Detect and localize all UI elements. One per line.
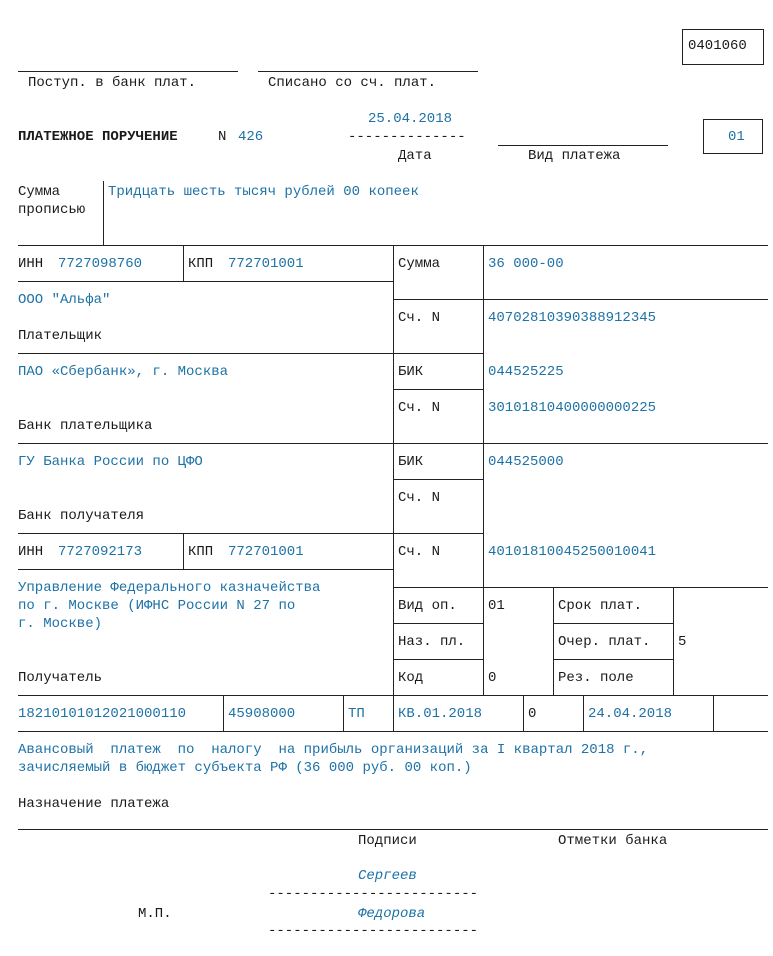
recipient-inn-row-line [18, 569, 393, 570]
recipient-bank-row-line [18, 533, 483, 534]
recipient-bank-bik-line [393, 479, 483, 480]
budget-period: КВ.01.2018 [398, 706, 483, 722]
status-code: 01 [728, 129, 745, 145]
recipient-account-label: Сч. N [398, 544, 441, 560]
signature-line-1: ------------------------- [268, 886, 479, 902]
budget-div-5 [583, 695, 584, 731]
op-row-line-1b [553, 623, 673, 624]
signer-2: Федорова [358, 906, 426, 922]
amount-words-label-1: Сумма [18, 184, 61, 200]
bank-marks-label: Отметки банка [558, 833, 668, 849]
vid-op-label: Вид оп. [398, 598, 457, 614]
status-box-top [703, 119, 763, 120]
amount-value: 36 000-00 [488, 256, 564, 272]
payer-inn-row-line [18, 281, 393, 282]
budget-div-4 [523, 695, 524, 731]
srok-label: Срок плат. [558, 598, 643, 614]
recipient-kpp-label: КПП [188, 544, 214, 560]
payer-bank-bik-line [393, 389, 483, 390]
op-row-line-2 [393, 659, 483, 660]
recipient-inn-label: ИНН [18, 544, 44, 560]
recipient-bank-bik: 044525000 [488, 454, 564, 470]
payer-bank-label: Банк плательщика [18, 418, 153, 434]
op-col-divider-2 [673, 587, 674, 695]
budget-basis: ТП [348, 706, 365, 722]
payer-name: ООО "Альфа" [18, 292, 111, 308]
amount-row-line [483, 299, 768, 300]
budget-doc-date: 24.04.2018 [588, 706, 673, 722]
signature-line-2: ------------------------- [268, 923, 479, 939]
amount-label: Сумма [398, 256, 441, 272]
budget-oktmo: 45908000 [228, 706, 296, 722]
payer-bank-name: ПАО «Сбербанк», г. Москва [18, 364, 229, 380]
kod-value: 0 [488, 670, 497, 686]
date-label: Дата [398, 148, 432, 164]
budget-kbk: 18210101012021000110 [18, 706, 187, 722]
budget-div-3 [393, 695, 394, 731]
payer-kpp: 772701001 [228, 256, 304, 272]
payer-account-label: Сч. N [398, 310, 441, 326]
recipient-account: 40101810045250010041 [488, 544, 657, 560]
op-row-line-1 [393, 623, 483, 624]
budget-div-1 [223, 695, 224, 731]
recipient-inn-kpp-divider [183, 533, 184, 569]
payer-bank-corr: 30101810400000000225 [488, 400, 657, 416]
payment-date: 25.04.2018 [368, 111, 453, 127]
recipient-account-row-line [393, 587, 768, 588]
purpose-line-2: зачисляемый в бюджет субъекта РФ (36 000 руб. 00 коп.) [18, 760, 472, 776]
amount-left-line [393, 299, 483, 300]
purpose-label: Назначение платежа [18, 796, 170, 812]
payment-number: 426 [238, 129, 264, 145]
payer-inn-kpp-divider [183, 245, 184, 281]
payer-inn: 7727098760 [58, 256, 143, 272]
recipient-kpp: 772701001 [228, 544, 304, 560]
number-prefix: N [218, 129, 227, 145]
ocher-value: 5 [678, 634, 687, 650]
received-line [18, 71, 238, 72]
payer-row-line [18, 353, 483, 354]
form-code: 0401060 [688, 38, 747, 54]
budget-doc-number: 0 [528, 706, 537, 722]
payer-bank-corr-label: Сч. N [398, 400, 441, 416]
payer-bank-bik: 044525225 [488, 364, 564, 380]
signer-1: Сергеев [358, 868, 417, 884]
recipient-name-line-3: г. Москве) [18, 616, 103, 632]
amount-words-divider [103, 181, 104, 245]
naz-label: Наз. пл. [398, 634, 466, 650]
op-col-divider-1 [553, 587, 554, 695]
recipient-label: Получатель [18, 670, 103, 686]
rez-label: Рез. поле [558, 670, 634, 686]
budget-row-bottom-line [18, 731, 768, 732]
payer-label: Плательщик [18, 328, 103, 344]
budget-div-2 [343, 695, 344, 731]
recipient-bank-name: ГУ Банка России по ЦФО [18, 454, 203, 470]
amount-words-label-2: прописью [18, 202, 86, 218]
recipient-name-line-2: по г. Москве (ИФНС России N 27 по [18, 598, 296, 614]
page-title: ПЛАТЕЖНОЕ ПОРУЧЕНИЕ [18, 129, 178, 145]
payer-kpp-label: КПП [188, 256, 214, 272]
purpose-bottom-line [18, 829, 768, 830]
recipient-bank-label: Банк получателя [18, 508, 145, 524]
recipient-name-line-1: Управление Федерального казначейства [18, 580, 321, 596]
debited-label: Списано со сч. плат. [268, 75, 437, 91]
debited-line [258, 71, 478, 72]
payer-bank-bik-label: БИК [398, 364, 424, 380]
payment-type-label: Вид платежа [528, 148, 621, 164]
received-label: Поступ. в банк плат. [28, 75, 197, 91]
col-divider-values [483, 245, 484, 695]
recipient-bank-corr-label: Сч. N [398, 490, 441, 506]
col-divider-main [393, 245, 394, 695]
status-box-bottom [703, 153, 763, 154]
budget-div-6 [713, 695, 714, 731]
payment-type-line [498, 145, 668, 146]
op-row-line-2b [553, 659, 673, 660]
amount-words-value: Тридцать шесть тысяч рублей 00 копеек [108, 184, 419, 200]
stamp-label: М.П. [138, 906, 172, 922]
kod-label: Код [398, 670, 424, 686]
ocher-label: Очер. плат. [558, 634, 651, 650]
payer-account: 40702810390388912345 [488, 310, 657, 326]
payer-bank-row-line [18, 443, 768, 444]
vid-op-value: 01 [488, 598, 505, 614]
date-dashes: -------------- [348, 129, 466, 145]
recipient-bank-bik-label: БИК [398, 454, 424, 470]
purpose-line-1: Авансовый платеж по налогу на прибыль организаций за I квартал 2018 г., [18, 742, 649, 758]
recipient-inn: 7727092173 [58, 544, 143, 560]
signatures-label: Подписи [358, 833, 417, 849]
payer-inn-label: ИНН [18, 256, 44, 272]
